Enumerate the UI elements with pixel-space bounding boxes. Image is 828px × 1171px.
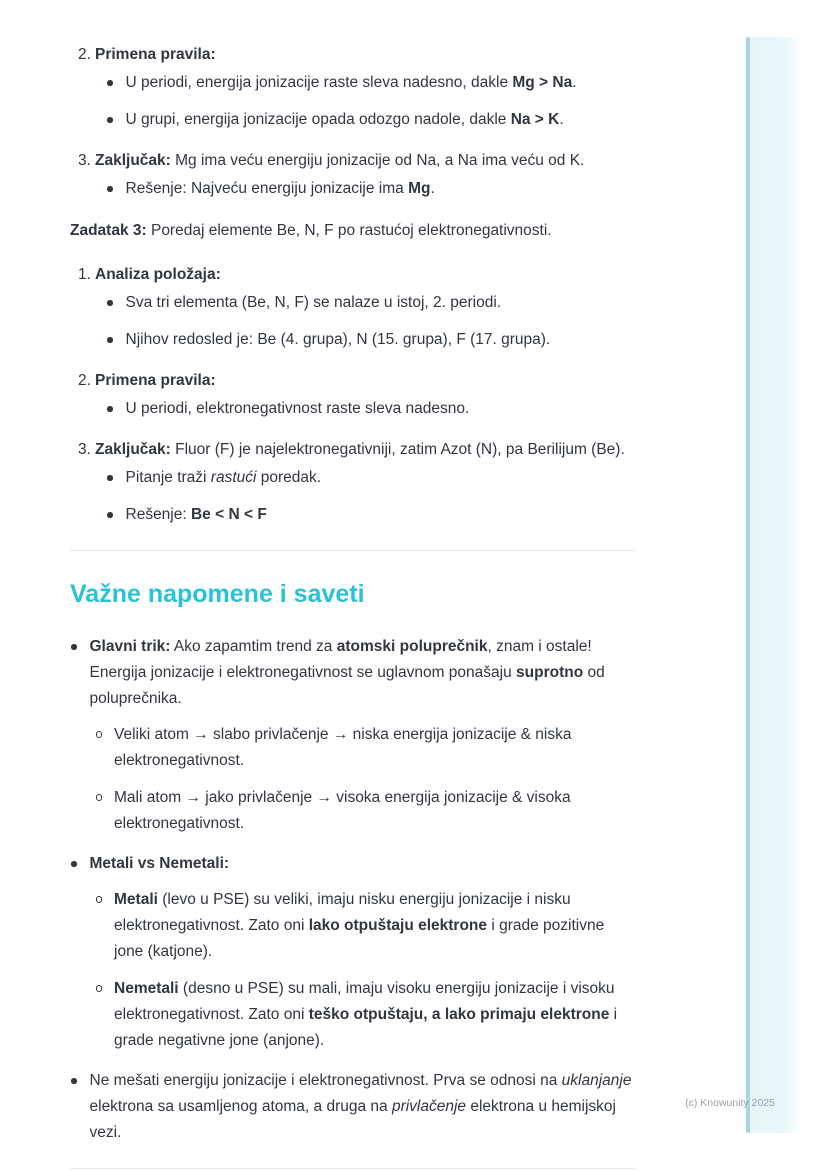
bullet-disc-icon [107,186,113,192]
list-item-body [95,42,635,133]
list-item-title: Analiza položaja: [95,266,221,283]
list-number: 1. [78,266,91,283]
sub-bullet-item [90,785,636,837]
section-divider [70,550,635,551]
bullet-disc-icon [71,1078,77,1084]
bullet-circle-icon [96,985,103,992]
list-item-body [95,437,635,528]
numbered-list-item [70,437,635,528]
list-item-body [95,368,635,422]
task2-steps-list [70,42,635,202]
bullet-disc-icon [107,117,113,123]
numbered-list-item [70,42,635,133]
bullet-list [95,176,635,202]
copyright-text: (c) Knowunity 2025 [685,1097,775,1109]
notes-list [70,634,635,1146]
bullet-text: U periodi, elektronegativnost raste sleva nadesno. [125,400,470,417]
bullet-text: Sva tri elementa (Be, N, F) se nalaze u istoj, 2. periodi. [125,294,502,311]
bullet-disc-icon [107,300,113,306]
bullet-list [95,396,635,422]
bullet-text: Njihov redosled je: Be (4. grupa), N (15. grupa), F (17. grupa). [125,331,551,348]
bullet-item [95,107,635,133]
note-item [70,634,635,837]
bullet-disc-icon [107,80,113,86]
note-item [70,851,635,1054]
bullet-circle-icon [96,896,103,903]
document-content [70,42,635,1169]
list-number: 3. [78,152,91,169]
bullet-text: Rešenje: Najveću energiju jonizacije ima Mg. [125,180,435,197]
numbered-list-item [70,262,635,353]
task3-intro-paragraph: Zadatak 3: Poredaj elemente Be, N, F po rastućoj elektronegativnosti. [70,222,552,239]
bullet-circle-icon [96,794,103,801]
bullet-disc-icon [107,512,113,518]
bullet-text: Pitanje traži rastući poredak. [125,469,322,486]
bullet-item [95,502,635,528]
note-item-body [90,634,636,837]
sub-bullet-text: Nemetali (desno u PSE) su mali, imaju visoku energiju jonizacije i visoku elektronegativnost. Zato oni teško otpuštaju, a lako primaju elektrone i grade negativne jone (anjone). [114,980,618,1049]
bullet-item [95,176,635,202]
bullet-item [95,290,635,316]
page-edge-panel [749,37,801,1133]
note-item-body [90,851,636,1054]
bullet-item [95,396,635,422]
bullet-list [95,465,635,528]
list-item-title: Primena pravila: [95,372,216,389]
sub-bullet-list [90,887,636,1054]
sub-bullet-list [90,722,636,837]
bullet-disc-icon [71,644,77,650]
bullet-disc-icon [107,475,113,481]
list-number: 2. [78,372,91,389]
sub-bullet-text: Mali atom → jako privlačenje → visoka energija jonizacije & visoka elektronegativnost. [114,789,571,832]
note-item [70,1068,635,1146]
note-text: Metali vs Nemetali: [89,855,230,872]
bullet-disc-icon [107,337,113,343]
numbered-list-item [70,368,635,422]
sub-bullet-text: Metali (levo u PSE) su veliki, imaju nisku energiju jonizacije i nisku elektronegativnost. Zato oni lako otpuštaju elektrone i grade pozitivne jone (katjone). [114,891,605,960]
task3-steps-list [70,262,635,528]
bullet-item [95,465,635,491]
sub-bullet-item [90,887,636,965]
list-item-title: Primena pravila: [95,46,216,63]
page-edge-line [746,37,750,1133]
bullet-list [95,290,635,353]
bullet-item [95,327,635,353]
sub-bullet-item [90,976,636,1054]
notes-heading: Važne napomene i saveti [70,580,365,608]
bullet-disc-icon [107,406,113,412]
note-item-body [90,1068,636,1146]
sub-bullet-text: Veliki atom → slabo privlačenje → niska energija jonizacije & niska elektronegativnost. [114,726,572,769]
bullet-text: U periodi, energija jonizacije raste sleva nadesno, dakle Mg > Na. [125,74,577,91]
list-number: 3. [78,441,91,458]
bullet-text: U grupi, energija jonizacije opada odozgo nadole, dakle Na > K. [125,111,564,128]
note-text: Glavni trik: Ako zapamtim trend za atomski poluprečnik, znam i ostale! Energija jonizacije i elektronegativnost se uglavnom ponašaju suprotno od poluprečnika. [89,638,605,707]
bullet-text: Rešenje: Be < N < F [125,506,267,523]
bullet-list [95,70,635,133]
sub-bullet-item [90,722,636,774]
list-number: 2. [78,46,91,63]
list-item-body [95,262,635,353]
list-item-title: Zaključak: Mg ima veću energiju jonizacije od Na, a Na ima veću od K. [95,152,585,169]
bullet-disc-icon [71,861,77,867]
note-text: Ne mešati energiju jonizacije i elektronegativnost. Prva se odnosi na uklanjanje elektrona sa usamljenog atoma, a druga na privlačenje elektrona u hemijskoj vezi. [89,1072,632,1141]
bullet-circle-icon [96,731,103,738]
bullet-item [95,70,635,96]
section-divider [70,1168,635,1169]
numbered-list-item [70,148,635,202]
list-item-title: Zaključak: Fluor (F) je najelektronegativniji, zatim Azot (N), pa Berilijum (Be). [95,441,625,458]
list-item-body [95,148,635,202]
